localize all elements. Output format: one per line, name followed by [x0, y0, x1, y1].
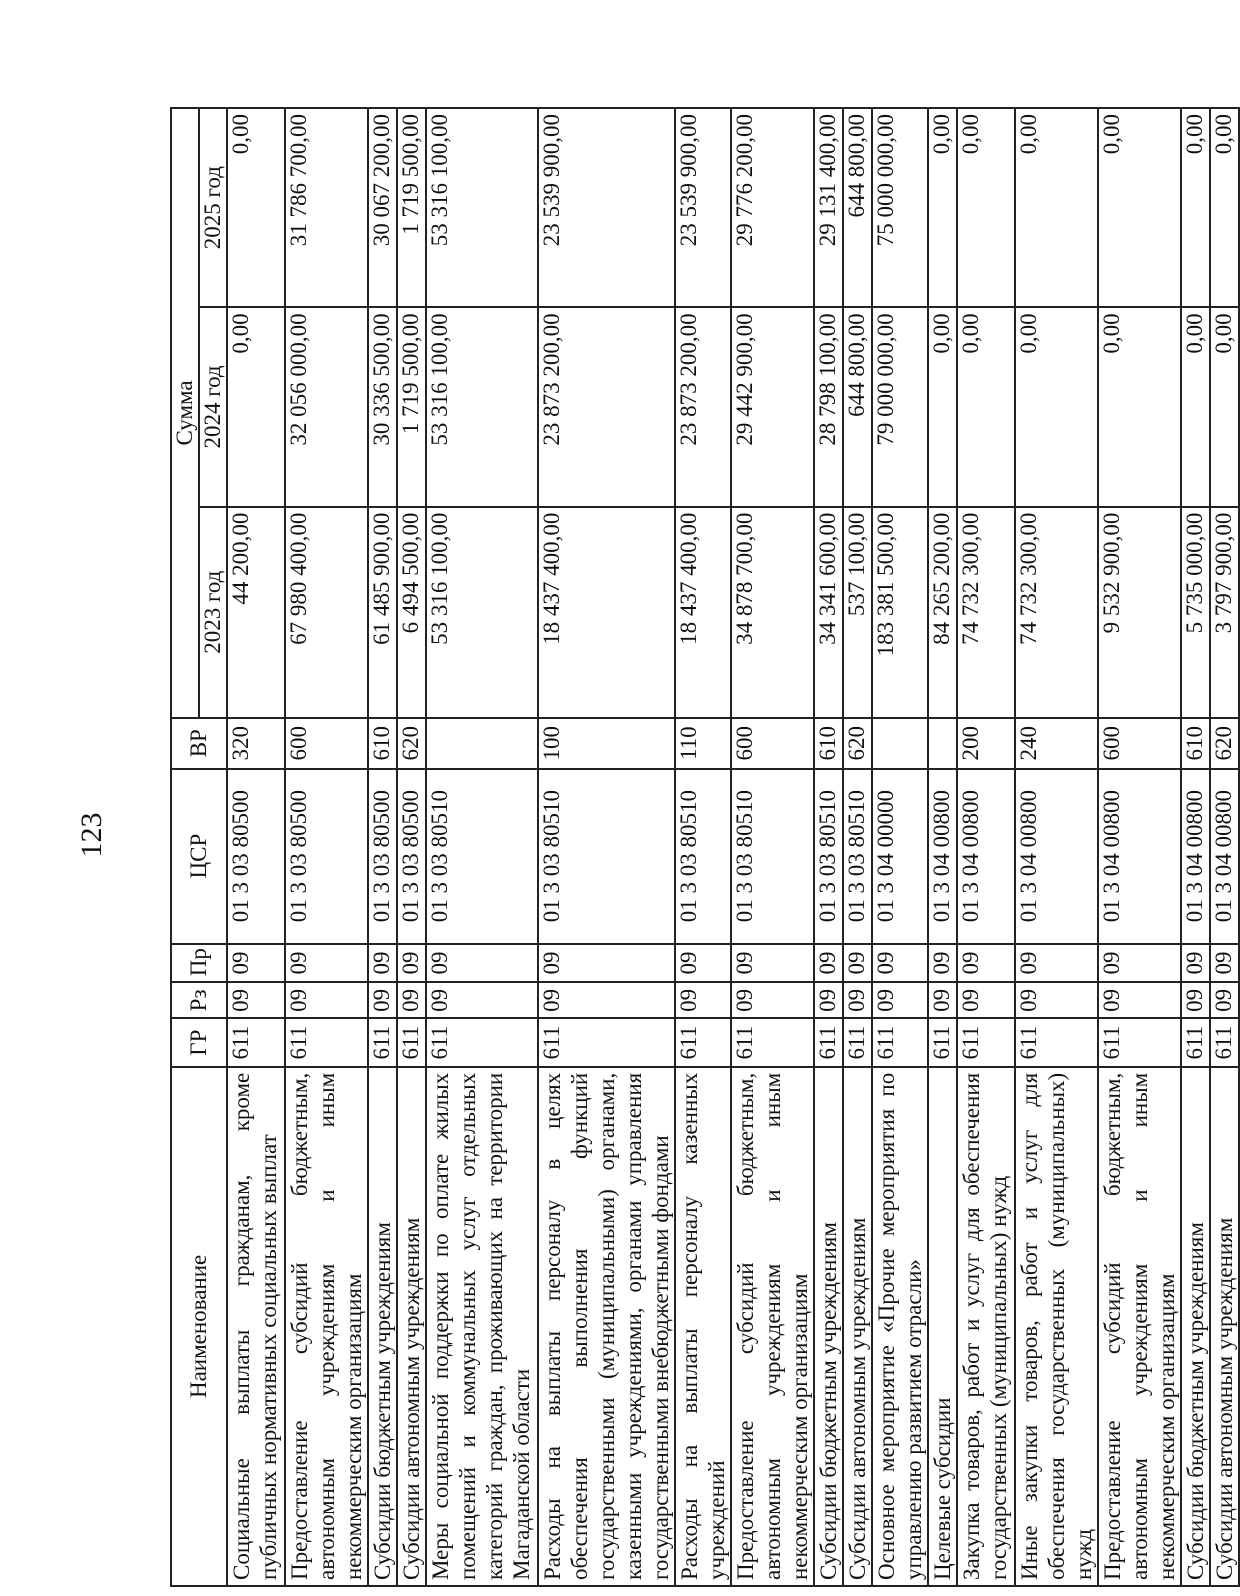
- cell-y2023: 84 265 200,00: [928, 507, 957, 718]
- cell-pr: 09: [957, 944, 1015, 983]
- cell-pr: 09: [1015, 944, 1098, 983]
- table-row: [538, 108, 675, 1586]
- cell-rz: 09: [227, 982, 285, 1018]
- cell-y2023: 183 381 500,00: [872, 507, 928, 718]
- cell-vr: 600: [1098, 718, 1181, 769]
- cell-y2025: 0,00: [1210, 108, 1239, 307]
- cell-rz: 09: [1181, 982, 1210, 1018]
- cell-y2024: 29 442 900,00: [731, 307, 814, 506]
- budget-table: [170, 107, 1240, 1587]
- cell-name: Основное мероприятие «Прочие мероприятия по управлению развитием отрасли»: [872, 1067, 928, 1586]
- cell-y2025: 0,00: [1098, 108, 1181, 307]
- cell-csr: 01 3 03 80500: [285, 769, 368, 944]
- cell-y2023: 74 732 300,00: [957, 507, 1015, 718]
- cell-rz: 09: [285, 982, 368, 1018]
- rotated-table-container: [170, 107, 1237, 1587]
- cell-pr: 09: [675, 944, 731, 983]
- cell-pr: 09: [397, 944, 426, 983]
- cell-rz: 09: [368, 982, 397, 1018]
- cell-vr: 100: [538, 718, 675, 769]
- cell-pr: 09: [227, 944, 285, 983]
- cell-y2023: 74 732 300,00: [1015, 507, 1098, 718]
- cell-y2024: 23 873 200,00: [675, 307, 731, 506]
- cell-vr: 600: [285, 718, 368, 769]
- cell-y2023: 67 980 400,00: [285, 507, 368, 718]
- cell-vr: [426, 718, 538, 769]
- table-row: [1098, 108, 1181, 1586]
- cell-y2023: 9 532 900,00: [1098, 507, 1181, 718]
- cell-gr: 611: [814, 1018, 843, 1066]
- cell-y2024: 0,00: [928, 307, 957, 506]
- table-row: [227, 108, 285, 1586]
- table-row: [957, 108, 1015, 1586]
- cell-y2025: 29 776 200,00: [731, 108, 814, 307]
- cell-pr: 09: [872, 944, 928, 983]
- cell-vr: 610: [368, 718, 397, 769]
- cell-name: Целевые субсидии: [928, 1067, 957, 1586]
- cell-y2025: 0,00: [928, 108, 957, 307]
- cell-rz: 09: [843, 982, 872, 1018]
- cell-name: Закупка товаров, работ и услуг для обеспечения государственных (муниципальных) нужд: [957, 1067, 1015, 1586]
- cell-y2023: 34 878 700,00: [731, 507, 814, 718]
- cell-vr: [872, 718, 928, 769]
- cell-vr: 600: [731, 718, 814, 769]
- cell-y2025: 1 719 500,00: [397, 108, 426, 307]
- cell-y2025: 30 067 200,00: [368, 108, 397, 307]
- cell-y2023: 61 485 900,00: [368, 507, 397, 718]
- table-row: [368, 108, 397, 1586]
- cell-csr: 01 3 03 80500: [368, 769, 397, 944]
- cell-y2025: 23 539 900,00: [675, 108, 731, 307]
- cell-pr: 09: [368, 944, 397, 983]
- cell-gr: 611: [872, 1018, 928, 1066]
- cell-y2024: 0,00: [1015, 307, 1098, 506]
- cell-gr: 611: [1015, 1018, 1098, 1066]
- cell-rz: 09: [731, 982, 814, 1018]
- cell-rz: 09: [675, 982, 731, 1018]
- header-rz: Рз: [171, 982, 227, 1018]
- cell-y2025: 29 131 400,00: [814, 108, 843, 307]
- cell-y2024: 32 056 000,00: [285, 307, 368, 506]
- cell-name: Субсидии бюджетным учреждениям: [368, 1067, 397, 1586]
- cell-vr: 240: [1015, 718, 1098, 769]
- cell-rz: 09: [872, 982, 928, 1018]
- cell-csr: 01 3 04 00800: [1015, 769, 1098, 944]
- cell-y2025: 23 539 900,00: [538, 108, 675, 307]
- cell-name: Социальные выплаты гражданам, кроме публичных нормативных социальных выплат: [227, 1067, 285, 1586]
- table-row: [675, 108, 731, 1586]
- cell-vr: [928, 718, 957, 769]
- cell-vr: 200: [957, 718, 1015, 769]
- cell-pr: 09: [1210, 944, 1239, 983]
- cell-y2025: 53 316 100,00: [426, 108, 538, 307]
- cell-rz: 09: [957, 982, 1015, 1018]
- header-vr: ВР: [171, 718, 227, 769]
- table-row: [1015, 108, 1098, 1586]
- cell-csr: 01 3 03 80510: [843, 769, 872, 944]
- cell-y2023: 53 316 100,00: [426, 507, 538, 718]
- cell-gr: 611: [843, 1018, 872, 1066]
- cell-gr: 611: [675, 1018, 731, 1066]
- cell-name: Субсидии автономным учреждениям: [1210, 1067, 1239, 1586]
- table-row: [731, 108, 814, 1586]
- cell-y2025: 75 000 000,00: [872, 108, 928, 307]
- cell-gr: 611: [397, 1018, 426, 1066]
- table-body: [227, 108, 1239, 1586]
- table-row: [426, 108, 538, 1586]
- cell-y2024: 0,00: [227, 307, 285, 506]
- cell-y2023: 34 341 600,00: [814, 507, 843, 718]
- cell-gr: 611: [538, 1018, 675, 1066]
- cell-rz: 09: [538, 982, 675, 1018]
- cell-y2023: 5 735 000,00: [1181, 507, 1210, 718]
- cell-vr: 620: [843, 718, 872, 769]
- cell-name: Предоставление субсидий бюджетным, автономным учреждениям и иным некоммерческим организациям: [731, 1067, 814, 1586]
- header-gr: ГР: [171, 1018, 227, 1066]
- table-row: [1210, 108, 1239, 1586]
- table-row: [814, 108, 843, 1586]
- cell-rz: 09: [1210, 982, 1239, 1018]
- cell-gr: 611: [1210, 1018, 1239, 1066]
- cell-rz: 09: [397, 982, 426, 1018]
- cell-csr: 01 3 04 00800: [1181, 769, 1210, 944]
- cell-vr: 320: [227, 718, 285, 769]
- cell-csr: 01 3 04 00000: [872, 769, 928, 944]
- cell-pr: 09: [928, 944, 957, 983]
- cell-name: Предоставление субсидий бюджетным, автономным учреждениям и иным некоммерческим организациям: [285, 1067, 368, 1586]
- cell-gr: 611: [1181, 1018, 1210, 1066]
- cell-gr: 611: [368, 1018, 397, 1066]
- cell-y2025: 0,00: [1015, 108, 1098, 307]
- header-2025: 2025 год: [199, 108, 227, 307]
- cell-y2024: 79 000 000,00: [872, 307, 928, 506]
- cell-y2024: 28 798 100,00: [814, 307, 843, 506]
- cell-rz: 09: [928, 982, 957, 1018]
- cell-pr: 09: [1098, 944, 1181, 983]
- header-2023: 2023 год: [199, 507, 227, 718]
- header-2024: 2024 год: [199, 307, 227, 506]
- cell-pr: 09: [1181, 944, 1210, 983]
- cell-pr: 09: [538, 944, 675, 983]
- cell-gr: 611: [426, 1018, 538, 1066]
- cell-pr: 09: [814, 944, 843, 983]
- cell-y2024: 0,00: [957, 307, 1015, 506]
- cell-pr: 09: [426, 944, 538, 983]
- cell-csr: 01 3 03 80500: [397, 769, 426, 944]
- header-sum: Сумма: [171, 108, 199, 718]
- cell-y2025: 0,00: [957, 108, 1015, 307]
- cell-csr: 01 3 04 00800: [928, 769, 957, 944]
- cell-csr: 01 3 03 80500: [227, 769, 285, 944]
- cell-rz: 09: [1098, 982, 1181, 1018]
- cell-pr: 09: [285, 944, 368, 983]
- cell-y2024: 30 336 500,00: [368, 307, 397, 506]
- page-number: 123: [75, 812, 108, 858]
- cell-y2024: 23 873 200,00: [538, 307, 675, 506]
- cell-gr: 611: [731, 1018, 814, 1066]
- cell-rz: 09: [814, 982, 843, 1018]
- cell-name: Расходы на выплаты персоналу в целях обеспечения выполнения функций государственными (муниципальными) органами, казенными учреждениями, органами управления государственными внебюджетными фондами: [538, 1067, 675, 1586]
- header-pr: Пр: [171, 944, 227, 983]
- cell-vr: 610: [1181, 718, 1210, 769]
- cell-y2023: 537 100,00: [843, 507, 872, 718]
- cell-y2023: 3 797 900,00: [1210, 507, 1239, 718]
- table-row: [397, 108, 426, 1586]
- cell-y2024: 0,00: [1181, 307, 1210, 506]
- cell-y2023: 18 437 400,00: [538, 507, 675, 718]
- cell-name: Субсидии автономным учреждениям: [843, 1067, 872, 1586]
- table-row: [285, 108, 368, 1586]
- cell-name: Меры социальной поддержки по оплате жилых помещений и коммунальных услуг отдельных категорий граждан, проживающих на территории Магаданской области: [426, 1067, 538, 1586]
- cell-y2024: 0,00: [1098, 307, 1181, 506]
- cell-pr: 09: [843, 944, 872, 983]
- cell-y2023: 6 494 500,00: [397, 507, 426, 718]
- cell-y2025: 0,00: [227, 108, 285, 307]
- cell-pr: 09: [731, 944, 814, 983]
- cell-gr: 611: [1098, 1018, 1181, 1066]
- cell-y2023: 18 437 400,00: [675, 507, 731, 718]
- cell-vr: 620: [397, 718, 426, 769]
- header-name: Наименование: [171, 1067, 227, 1586]
- cell-name: Расходы на выплаты персоналу казенных учреждений: [675, 1067, 731, 1586]
- cell-y2024: 644 800,00: [843, 307, 872, 506]
- cell-vr: 620: [1210, 718, 1239, 769]
- cell-name: Субсидии бюджетным учреждениям: [1181, 1067, 1210, 1586]
- cell-vr: 110: [675, 718, 731, 769]
- cell-gr: 611: [928, 1018, 957, 1066]
- cell-gr: 611: [285, 1018, 368, 1066]
- cell-name: Иные закупки товаров, работ и услуг для обеспечения государственных (муниципальных) нужд: [1015, 1067, 1098, 1586]
- cell-csr: 01 3 04 00800: [957, 769, 1015, 944]
- cell-y2024: 53 316 100,00: [426, 307, 538, 506]
- cell-y2024: 0,00: [1210, 307, 1239, 506]
- cell-y2025: 0,00: [1181, 108, 1210, 307]
- cell-vr: 610: [814, 718, 843, 769]
- cell-csr: 01 3 04 00800: [1210, 769, 1239, 944]
- cell-rz: 09: [426, 982, 538, 1018]
- cell-y2023: 44 200,00: [227, 507, 285, 718]
- cell-gr: 611: [227, 1018, 285, 1066]
- cell-name: Субсидии автономным учреждениям: [397, 1067, 426, 1586]
- cell-gr: 611: [957, 1018, 1015, 1066]
- cell-y2025: 31 786 700,00: [285, 108, 368, 307]
- cell-y2025: 644 800,00: [843, 108, 872, 307]
- cell-csr: 01 3 03 80510: [814, 769, 843, 944]
- cell-csr: 01 3 04 00800: [1098, 769, 1181, 944]
- cell-csr: 01 3 03 80510: [731, 769, 814, 944]
- table-row: [1181, 108, 1210, 1586]
- cell-name: Предоставление субсидий бюджетным, автономным учреждениям и иным некоммерческим организациям: [1098, 1067, 1181, 1586]
- cell-name: Субсидии бюджетным учреждениям: [814, 1067, 843, 1586]
- table-row: [928, 108, 957, 1586]
- cell-rz: 09: [1015, 982, 1098, 1018]
- cell-csr: 01 3 03 80510: [675, 769, 731, 944]
- cell-csr: 01 3 03 80510: [538, 769, 675, 944]
- cell-y2024: 1 719 500,00: [397, 307, 426, 506]
- table-header: [171, 108, 227, 1586]
- header-csr: ЦСР: [171, 769, 227, 944]
- table-row: [872, 108, 928, 1586]
- table-row: [843, 108, 872, 1586]
- cell-csr: 01 3 03 80510: [426, 769, 538, 944]
